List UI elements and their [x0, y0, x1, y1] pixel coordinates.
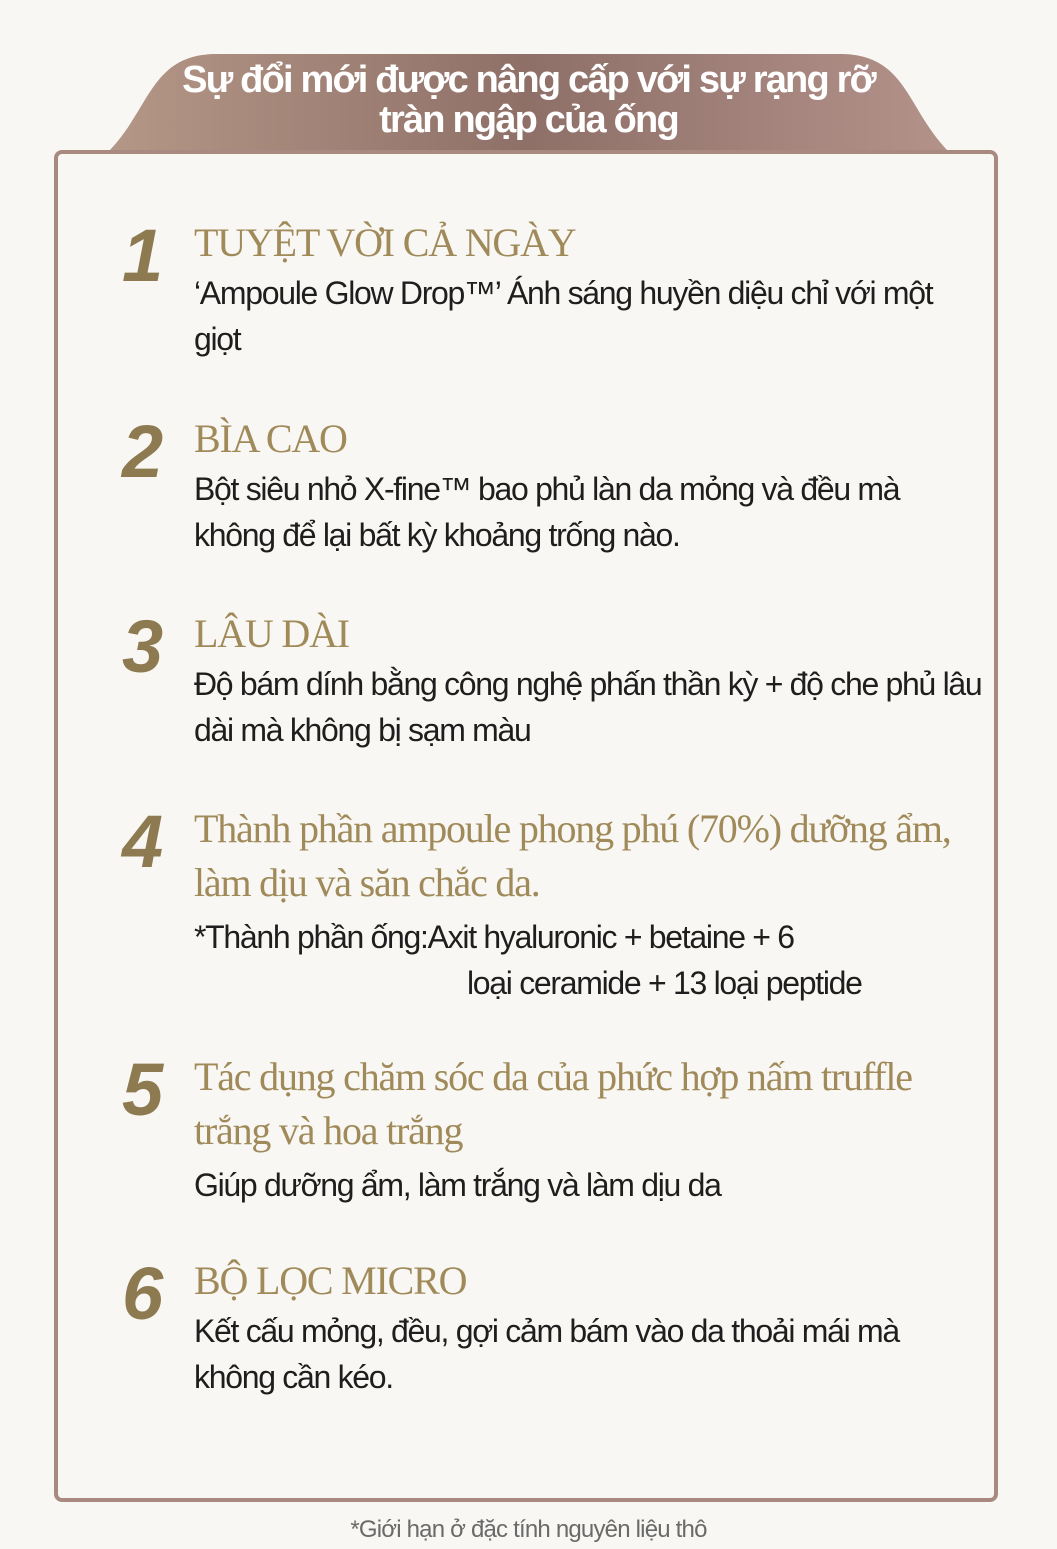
feature-description: Kết cấu mỏng, đều, gợi cảm bám vào da thoải mái mà không cần kéo. [194, 1313, 899, 1395]
footnote: *Giới hạn ở đặc tính nguyên liệu thô [350, 1516, 707, 1543]
feature-description-line: *Thành phần ống:Axit hyaluronic + betaine + 6 [194, 919, 794, 955]
feature-heading: Tác dụng chăm sóc da của phức hợp nấm truffle trắng và hoa trắng [194, 1054, 912, 1153]
feature-number: 6 [122, 1252, 164, 1335]
feature-heading: LÂU DÀI [194, 611, 349, 656]
banner-title: Sự đổi mới được nâng cấp với sự rạng rỡ tràn ngập của ống [182, 59, 875, 141]
feature-heading: BỘ LỌC MICRO [194, 1258, 467, 1303]
feature-number: 5 [122, 1048, 164, 1131]
header-banner [0, 50, 1057, 154]
feature-number: 4 [122, 800, 164, 883]
feature-description: Độ bám dính bằng công nghệ phấn thần kỳ + độ che phủ lâu dài mà không bị sạm màu [194, 666, 982, 748]
feature-number: 1 [122, 214, 164, 297]
feature-number: 2 [122, 410, 164, 493]
feature-description: Bột siêu nhỏ X-fine™ bao phủ làn da mỏng và đều mà không để lại bất kỳ khoảng trống nào. [194, 471, 900, 553]
feature-description: ‘Ampoule Glow Drop™’ Ánh sáng huyền diệu chỉ với một giọt [194, 275, 933, 357]
feature-description [194, 914, 984, 1006]
features-panel [54, 150, 998, 1502]
feature-heading: Thành phần ampoule phong phú (70%) dưỡng ẩm, làm dịu và săn chắc da. [194, 806, 951, 905]
feature-heading: TUYỆT VỜI CẢ NGÀY [194, 220, 576, 265]
feature-heading: BÌA CAO [194, 416, 347, 461]
feature-number: 3 [122, 605, 164, 688]
feature-description: Giúp dưỡng ẩm, làm trắng và làm dịu da [194, 1167, 721, 1203]
feature-description-line: loại ceramide + 13 loại peptide [467, 965, 862, 1001]
